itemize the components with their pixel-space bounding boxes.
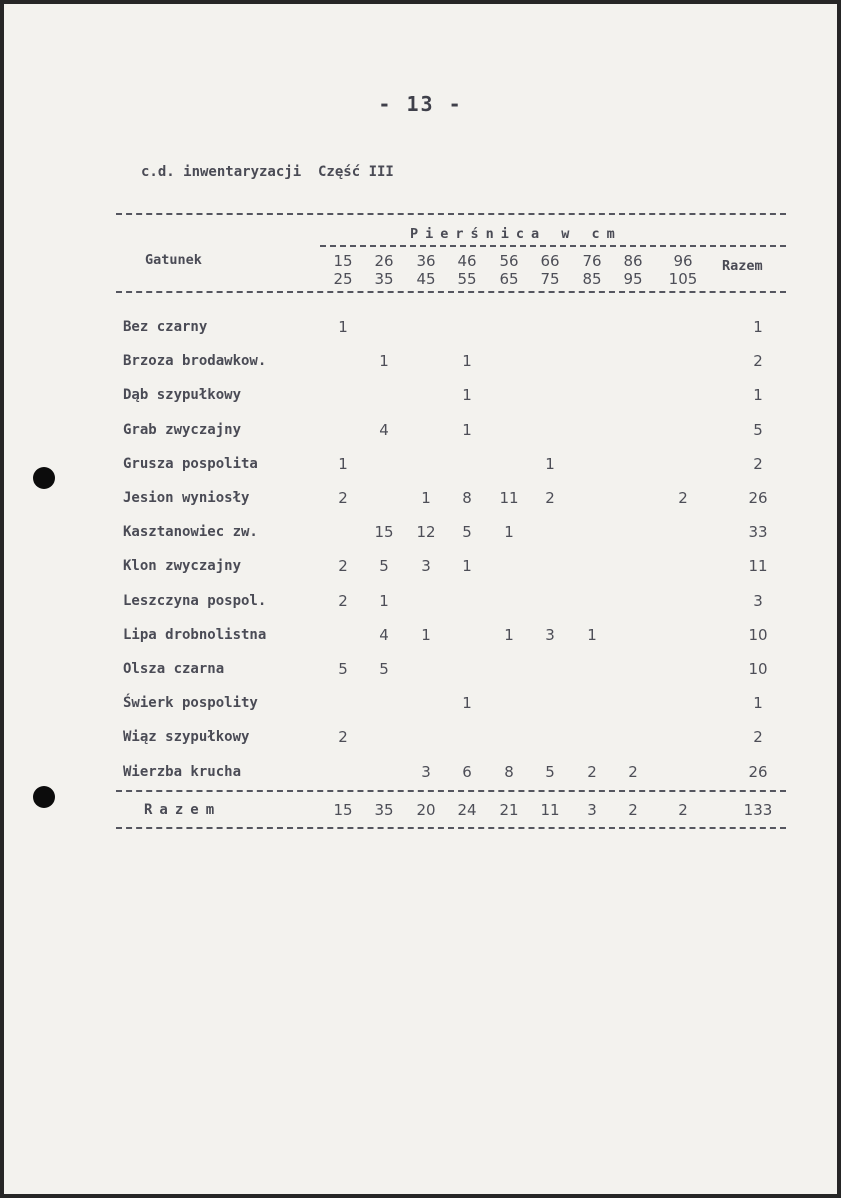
count-cell: 1 (587, 625, 597, 644)
row-total-cell: 2 (753, 454, 763, 473)
range-header-to: 65 (499, 270, 519, 288)
range-header-to: 35 (374, 270, 394, 288)
row-total-cell: 5 (753, 420, 763, 439)
count-cell: 3 (421, 762, 431, 781)
count-cell: 1 (379, 591, 389, 610)
count-cell: 5 (379, 660, 389, 678)
count-cell: 5 (545, 762, 555, 781)
range-header-to: 45 (416, 270, 436, 288)
species-name: Wiąz szypułkowy (123, 729, 250, 746)
range-header-to: 95 (623, 270, 643, 288)
row-total-cell: 2 (753, 352, 763, 371)
summary-cell: 15 (333, 801, 353, 819)
count-cell: 1 (462, 352, 472, 371)
range-header-from: 36 (416, 252, 436, 270)
species-name: Świerk pospolity (123, 695, 258, 712)
range-header-from: 56 (499, 252, 519, 270)
count-cell: 1 (462, 420, 472, 439)
page-number: - 13 - (378, 92, 463, 116)
count-cell: 5 (379, 557, 389, 576)
count-cell: 2 (338, 557, 348, 576)
count-cell: 5 (462, 523, 472, 542)
count-cell: 1 (421, 489, 431, 507)
count-cell: 3 (421, 557, 431, 576)
count-cell: 6 (462, 762, 472, 781)
row-total-cell: 11 (748, 557, 768, 576)
count-cell: 5 (338, 660, 348, 678)
count-cell: 4 (379, 625, 389, 644)
range-header-from: 26 (374, 252, 394, 270)
species-name: Brzoza brodawkow. (123, 353, 267, 370)
row-total-cell: 26 (748, 489, 768, 507)
range-header-from: 96 (673, 252, 693, 270)
count-cell: 1 (338, 454, 348, 473)
row-total-cell: 33 (748, 523, 768, 542)
count-cell: 2 (338, 591, 348, 610)
species-name: Klon zwyczajny (123, 558, 242, 575)
species-name: Bez czarny (123, 319, 208, 335)
count-cell: 1 (504, 523, 514, 542)
species-name: Kasztanowiec zw. (123, 524, 258, 541)
count-cell: 11 (499, 489, 519, 507)
summary-bottom-rule (116, 827, 786, 829)
species-name: Leszczyna pospol. (123, 592, 267, 609)
column-group-header: Pierśnica w cm (410, 226, 622, 242)
range-header-from: 86 (623, 252, 643, 270)
count-cell: 2 (678, 489, 688, 507)
document-heading: c.d. inwentaryzacji Część III (141, 164, 394, 180)
row-total-cell: 10 (748, 660, 768, 678)
count-cell: 1 (462, 557, 472, 576)
punch-hole-top (33, 467, 55, 489)
summary-cell: 20 (416, 801, 436, 819)
table-top-rule (116, 213, 786, 215)
species-name: Grab zwyczajny (123, 421, 242, 438)
row-total-cell: 10 (748, 625, 768, 644)
range-header-from: 76 (582, 252, 602, 270)
count-cell: 8 (462, 489, 472, 507)
summary-cell: 35 (374, 801, 394, 819)
group-header-rule (320, 245, 786, 247)
count-cell: 2 (338, 728, 348, 747)
count-cell: 1 (504, 625, 514, 644)
count-cell: 2 (628, 762, 638, 781)
summary-label: Razem (144, 802, 222, 818)
range-header-to: 105 (668, 270, 698, 288)
row-total-cell: 3 (753, 591, 763, 610)
species-name: Jesion wyniosły (123, 490, 250, 506)
document-page (4, 4, 837, 1194)
count-cell: 8 (504, 762, 514, 781)
range-header-to: 25 (333, 270, 353, 288)
summary-cell: 2 (628, 801, 638, 819)
range-header-from: 15 (333, 252, 353, 270)
count-cell: 4 (379, 420, 389, 439)
count-cell: 1 (379, 352, 389, 371)
summary-cell: 21 (499, 801, 519, 819)
summary-top-rule (116, 790, 786, 792)
range-header-from: 66 (540, 252, 560, 270)
header-bottom-rule (116, 291, 786, 293)
count-cell: 12 (416, 523, 436, 542)
count-cell: 1 (421, 625, 431, 644)
summary-cell: 11 (540, 801, 560, 819)
count-cell: 1 (462, 694, 472, 713)
species-name: Lipa drobnolistna (123, 626, 267, 643)
row-total-cell: 26 (748, 762, 768, 781)
species-name: Dąb szypułkowy (123, 387, 242, 404)
range-header-to: 85 (582, 270, 602, 288)
count-cell: 15 (374, 523, 394, 542)
range-header-to: 55 (457, 270, 477, 288)
row-total-cell: 1 (753, 318, 763, 336)
species-name: Grusza pospolita (123, 455, 258, 472)
count-cell: 2 (587, 762, 597, 781)
summary-cell: 24 (457, 801, 477, 819)
summary-cell: 2 (678, 801, 688, 819)
column-header-species: Gatunek (145, 252, 202, 268)
punch-hole-bottom (33, 786, 55, 808)
row-total-cell: 1 (753, 694, 763, 713)
count-cell: 2 (545, 489, 555, 507)
species-name: Wierzba krucha (123, 763, 242, 780)
count-cell: 1 (338, 318, 348, 336)
grand-total-cell: 133 (743, 801, 773, 819)
count-cell: 1 (545, 454, 555, 473)
row-total-cell: 2 (753, 728, 763, 747)
summary-cell: 3 (587, 801, 597, 819)
range-header-to: 75 (540, 270, 560, 288)
count-cell: 3 (545, 625, 555, 644)
row-total-cell: 1 (753, 386, 763, 405)
count-cell: 2 (338, 489, 348, 507)
range-header-from: 46 (457, 252, 477, 270)
count-cell: 1 (462, 386, 472, 405)
species-name: Olsza czarna (123, 661, 225, 677)
column-header-total: Razem (722, 258, 763, 274)
